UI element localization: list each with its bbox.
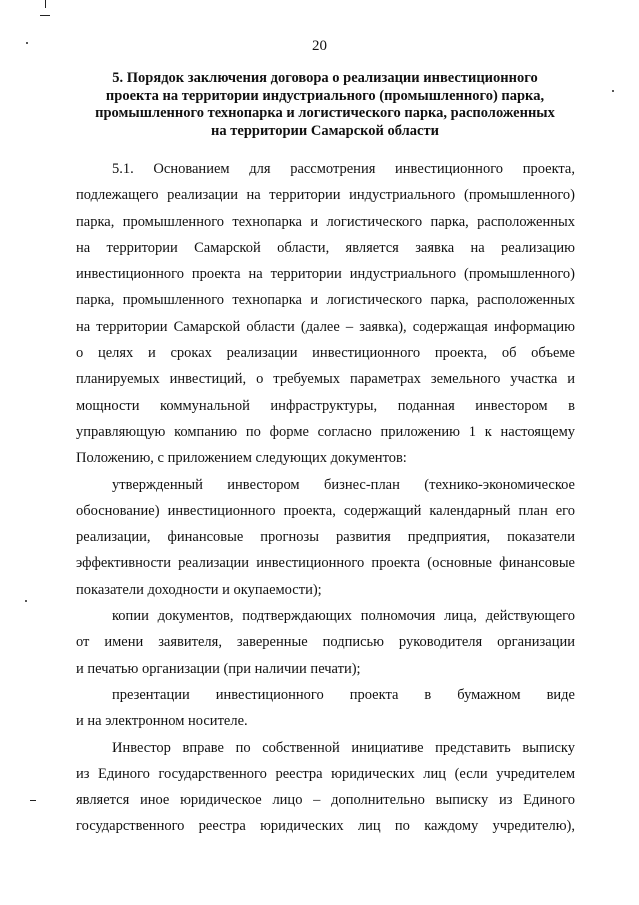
text-line: парка, промышленного технопарка и логистического парка, расположенных — [76, 292, 575, 309]
text-line: о целях и сроках реализации инвестиционного проекта, об объеме — [76, 345, 575, 362]
scan-artifact — [30, 800, 36, 801]
text-line: презентации инвестиционного проекта в бумажном виде — [112, 686, 575, 703]
paragraph-5-1 — [76, 156, 575, 472]
text-line: на территории Самарской области, является заявка на реализацию — [76, 239, 575, 256]
body-text — [76, 156, 575, 840]
text-line: копии документов, подтверждающих полномочия лица, действующего — [112, 608, 575, 625]
paragraph-document-copies — [76, 603, 575, 682]
text-line: на территории Самарской области (далее – заявка), содержащая информацию — [76, 318, 575, 335]
text-line: 5.1. Основанием для рассмотрения инвестиционного проекта, — [112, 161, 575, 177]
text-line: инвестиционного проекта на территории индустриального (промышленного) — [76, 266, 575, 283]
page-number: 20 — [312, 38, 327, 54]
text-line: показатели доходности и окупаемости); — [76, 581, 322, 598]
text-line: Инвестор вправе по собственной инициативе представить выписку — [112, 739, 575, 756]
text-line: Положению, с приложением следующих документов: — [76, 450, 407, 467]
text-line: является иное юридическое лицо – дополнительно выписку из Единого — [76, 792, 575, 809]
text-line: обоснование) инвестиционного проекта, содержащий календарный план его — [76, 502, 575, 519]
heading-line: на территории Самарской области — [211, 122, 439, 139]
scan-artifact — [40, 15, 50, 16]
scan-artifact — [25, 600, 27, 602]
text-line: от имени заявителя, заверенные подписью руководителя организации — [76, 634, 575, 651]
text-line: государственного реестра юридических лиц по каждому учредителю), — [76, 818, 575, 835]
text-line: и на электронном носителе. — [76, 713, 248, 730]
scan-artifact — [612, 90, 614, 92]
scan-artifact — [45, 0, 46, 8]
text-line: утвержденный инвестором бизнес-план (технико-экономическое — [112, 476, 575, 493]
text-line: управляющую компанию по форме согласно приложению 1 к настоящему — [76, 423, 575, 440]
paragraph-business-plan — [76, 472, 575, 603]
heading-line: промышленного технопарка и логистического парка, расположенных — [95, 105, 555, 121]
text-line: из Единого государственного реестра юридических лиц (если учредителем — [76, 765, 575, 782]
text-line: планируемых инвестиций, о требуемых параметрах земельного участка и — [76, 371, 575, 388]
paragraph-investor-extract — [76, 735, 575, 840]
paragraph-presentation — [76, 682, 575, 735]
text-line: подлежащего реализации на территории индустриального (промышленного) — [76, 187, 575, 204]
text-line: мощности коммунальной инфраструктуры, поданная инвестором в — [76, 397, 575, 414]
text-line: парка, промышленного технопарка и логистического парка, расположенных — [76, 213, 575, 230]
text-line: реализации, финансовые прогнозы развития предприятия, показатели — [76, 529, 575, 546]
text-line: эффективности реализации инвестиционного проекта (основные финансовые — [76, 555, 575, 572]
section-heading — [70, 70, 580, 140]
heading-line: проекта на территории индустриального (промышленного) парка, — [105, 87, 545, 104]
text-line: и печатью организации (при наличии печати); — [76, 660, 361, 677]
heading-line: 5. Порядок заключения договора о реализации инвестиционного — [112, 70, 538, 86]
